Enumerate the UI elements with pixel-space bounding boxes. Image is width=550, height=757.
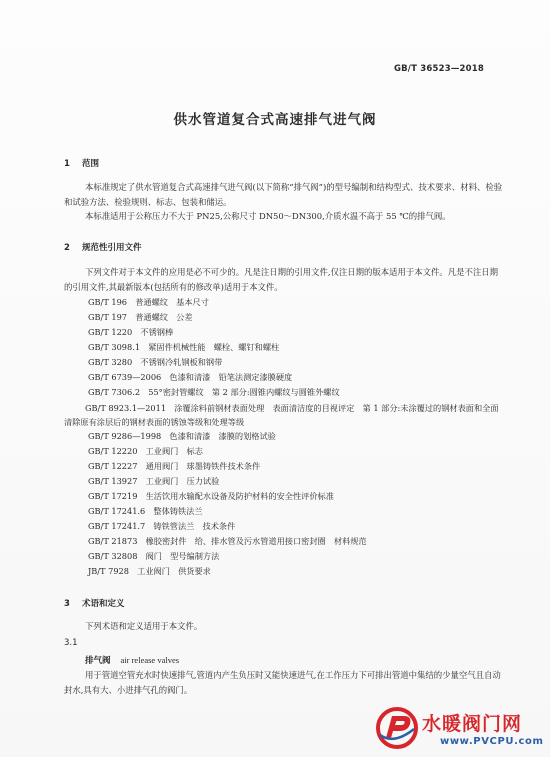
reference-item: GB/T 3280 不锈钢冷轧钢板和钢带 [88,357,223,367]
section-title: 术语和定义 [82,599,125,609]
clause-number: 3.1 [64,638,78,648]
document-title: 供水管道复合式高速排气进气阀 [173,112,377,128]
terms-intro: 下列术语和定义适用于本文件。 [85,621,203,631]
watermark-url: www.PVCPU.com [440,736,544,747]
reference-item: GB/T 9286—1998 色漆和清漆 漆膜的划格试验 [88,431,276,441]
watermark-text: 水暖阀门网 [422,713,523,735]
reference-item: GB/T 1220 不锈钢棒 [88,327,174,337]
reference-item: GB/T 17219 生活饮用水输配水设备及防护材料的安全性评价标准 [88,491,334,501]
reference-item: GB/T 12227 通用阀门 球墨铸铁件技术条件 [88,461,261,471]
reference-item: GB/T 6739—2006 色漆和清漆 铅笔法测定漆膜硬度 [88,372,293,382]
site-watermark [374,705,550,757]
scope-paragraph-1: 本标准规定了供水管道复合式高速排气进气阀(以下简称“排气阀”)的型号编制和结构型式、技术要求、材料、检验和试验方法、检验规则、标志、包装和储运。 [64,182,503,207]
reference-item: GB/T 21873 橡胶密封件 给、排水管及污水管道用接口密封圈 材料规范 [88,536,367,546]
section-number: 2 [64,243,70,253]
section-title: 范围 [82,159,100,169]
section-3-heading [64,597,125,609]
section-number: 1 [64,159,70,169]
reference-item-long: GB/T 8923.1—2011 涂覆涂料前钢材表面处理 表面清洁度的目视评定 第 1 部分:未涂覆过的钢材表面和全面清除原有涂层后的钢材表面的锈蚀等级和处理等级 [64,403,499,427]
reference-item: GB/T 196 普通螺纹 基本尺寸 [88,297,209,307]
section-number: 3 [64,599,70,609]
reference-item: GB/T 3098.1 紧固件机械性能 螺栓、螺钉和螺柱 [88,342,280,352]
term-definition: 用于管道空管充水时快速排气,管道内产生负压时又能快速进气,在工作压力下可排出管道中集结的少量空气且自动封水,具有大、小进排气孔的阀门。 [64,670,501,695]
term-heading [64,653,504,669]
reference-item: GB/T 12220 工业阀门 标志 [88,446,203,456]
term-chinese: 排气阀 [85,656,111,666]
scope-paragraph-2: 本标准适用于公称压力不大于 PN25,公称尺寸 DN50～DN300,介质水温不高于 55 ℃的排气阀。 [85,211,451,221]
reference-item: GB/T 197 普通螺纹 公差 [88,312,193,322]
standard-code: GB/T 36523—2018 [393,64,484,74]
reference-item: GB/T 7306.2 55°密封管螺纹 第 2 部分:圆锥内螺纹与圆锥外螺纹 [88,387,340,397]
watermark-logo-icon [374,705,420,751]
reference-item: JB/T 7928 工业阀门 供货要求 [88,566,211,576]
reference-item: GB/T 17241.6 整体铸铁法兰 [88,506,203,516]
term-english: air release valves [120,655,180,665]
references-intro: 下列文件对于本文件的应用是必不可少的。凡是注日期的引用文件,仅注日期的版本适用于本文件。凡是不注日期的引用文件,其最新版本(包括所有的修改单)适用于本文件。 [64,267,499,292]
reference-item: GB/T 17241.7 铸铁管法兰 技术条件 [88,521,236,531]
reference-item: GB/T 13927 工业阀门 压力试验 [88,476,220,486]
section-2-heading [64,241,142,253]
section-1-heading [64,157,99,169]
reference-item: GB/T 32808 阀门 型号编制方法 [88,551,220,561]
section-title: 规范性引用文件 [82,243,142,253]
